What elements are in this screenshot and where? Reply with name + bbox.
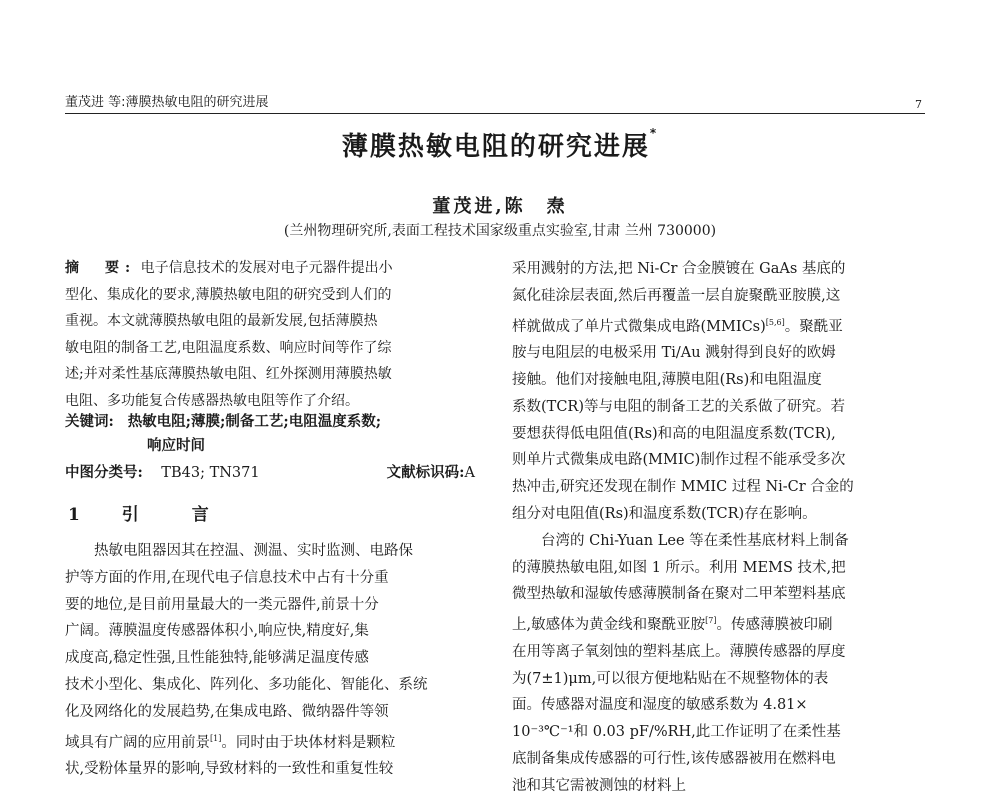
header-rule (65, 113, 925, 114)
body-line: 要的地位,是目前用量最大的一类元器件,前景十分 (65, 596, 379, 613)
keywords-label: 关键词: (65, 413, 114, 430)
body-line (65, 726, 485, 757)
body-line (512, 608, 927, 639)
abstract-line: 敏电阻的制备工艺,电阻温度系数、响应时间等作了综 (65, 339, 392, 356)
body-line: 氮化硅涂层表面,然后再覆盖一层自旋聚酰亚胺膜,这 (512, 287, 841, 304)
body-line: 底制备集成传感器的可行性,该传感器被用在燃料电 (512, 751, 836, 767)
section-title: 引 言 (121, 505, 227, 525)
left-column-body (65, 538, 485, 783)
body-line: 接触。他们对接触电阻,薄膜电阻(Rs)和电阻温度 (512, 372, 822, 389)
body-line: 则单片式微集成电路(MMIC)制作过程不能承受多次 (512, 452, 846, 469)
title-text: 薄膜热敏电阻的研究进展 (341, 132, 650, 162)
keywords-line: 响应时间 (147, 437, 205, 454)
body-line: 台湾的 Chi-Yuan Lee 等在柔性基底材料上制备 (541, 532, 849, 549)
affiliation: (兰州物理研究所,表面工程技术国家级重点实验室,甘肃 兰州 730000) (283, 223, 717, 239)
running-header: 董茂进 等:薄膜热敏电阻的研究进展 (65, 95, 269, 110)
page-number: 7 (915, 98, 922, 111)
body-text: 上,敏感体为黄金线和聚酰亚胺 (512, 617, 706, 634)
section-heading (68, 500, 227, 525)
body-line: 要想获得低电阻值(Rs)和高的电阻温度系数(TCR), (512, 425, 836, 442)
abstract-line: 重视。本文就薄膜热敏电阻的最新发展,包括薄膜热 (65, 313, 378, 329)
body-line: 成度高,稳定性强,且性能独特,能够满足温度传感 (65, 650, 369, 667)
body-line (512, 310, 927, 341)
body-line-cut: 状,受粉体量界的影响,导致材料的一致性和重复性较 (65, 761, 394, 778)
doc-code (387, 462, 475, 484)
body-text: 样就做成了单片式微集成电路(MMICs) (512, 318, 766, 335)
citation: [1] (210, 733, 222, 743)
body-line: 的薄膜热敏电阻,如图 1 所示。利用 MEMS 技术,把 (512, 559, 846, 576)
body-text: 。聚酰亚 (784, 318, 843, 335)
section-number: 1 (68, 505, 98, 525)
title-footnote-mark: * (649, 126, 659, 140)
article-title (0, 126, 1000, 163)
abstract-line: 电阻、多功能复合传感器热敏电阻等作了介绍。 (65, 392, 359, 409)
body-line: 护等方面的作用,在现代电子信息技术中占有十分重 (65, 569, 389, 586)
body-line: 系数(TCR)等与电阻的制备工艺的关系做了研究。若 (512, 398, 845, 415)
keywords-text: 热敏电阻;薄膜;制备工艺;电阻温度系数; (127, 413, 382, 430)
classification (65, 462, 485, 484)
body-line: 面。传感器对温度和湿度的敏感系数为 4.81× (512, 697, 808, 714)
right-column-body (512, 256, 927, 800)
citation: [7] (705, 616, 717, 626)
doc-code-label: 文献标识码: (386, 464, 465, 481)
clc-value: TB43; TN371 (161, 465, 260, 481)
body-line: 热冲击,研究还发现在制作 MMIC 过程 Ni-Cr 合金的 (512, 479, 854, 496)
keywords (65, 410, 485, 458)
body-line: 为(7±1)μm,可以很方便地粘贴在不规整物体的表 (512, 670, 829, 687)
keywords-line (65, 410, 485, 434)
authors: 董茂进,陈 焘 (432, 196, 568, 217)
abstract-line: 述;并对柔性基底薄膜热敏电阻、红外探测用薄膜热敏 (65, 366, 392, 382)
citation: [5,6] (765, 317, 785, 327)
body-line: 热敏电阻器因其在控温、测温、实时监测、电路保 (94, 543, 413, 559)
body-line: 胺与电阻层的电极采用 Ti/Au 溅射得到良好的欧姆 (512, 345, 836, 362)
body-line: 技术小型化、集成化、阵列化、多功能化、智能化、系统 (65, 676, 428, 693)
body-text: 。同时由于块体材料是颗粒 (221, 734, 396, 751)
body-line: 采用溅射的方法,把 Ni-Cr 合金膜镀在 GaAs 基底的 (512, 261, 846, 277)
clc-label: 中图分类号: (65, 464, 143, 481)
abstract (65, 255, 485, 414)
body-line: 微型热敏和湿敏传感薄膜制备在聚对二甲苯塑料基底 (512, 586, 846, 603)
abstract-text: 电子信息技术的发展对电子元器件提出小 (140, 260, 393, 276)
doc-code-value: A (464, 465, 475, 481)
body-line-cut: 池和其它需被测蚀的材料上 (512, 777, 686, 794)
body-text: 。传感薄膜被印刷 (716, 617, 833, 634)
body-line: 在用等离子氧刻蚀的塑料基底上。薄膜传感器的厚度 (512, 643, 846, 660)
body-line: 组分对电阻值(Rs)和温度系数(TCR)存在影响。 (512, 506, 817, 522)
abstract-line: 型化、集成化的要求,薄膜热敏电阻的研究受到人们的 (65, 286, 392, 303)
body-text: 域具有广阔的应用前景 (65, 734, 210, 751)
body-line: 广阔。薄膜温度传感器体积小,响应快,精度好,集 (65, 623, 369, 640)
abstract-line (65, 255, 485, 282)
abstract-label: 摘 要: (65, 260, 137, 276)
body-line: 化及网络化的发展趋势,在集成电路、微纳器件等领 (65, 703, 389, 720)
body-line: 10⁻³℃⁻¹和 0.03 pF/%RH,此工作证明了在柔性基 (512, 724, 841, 741)
